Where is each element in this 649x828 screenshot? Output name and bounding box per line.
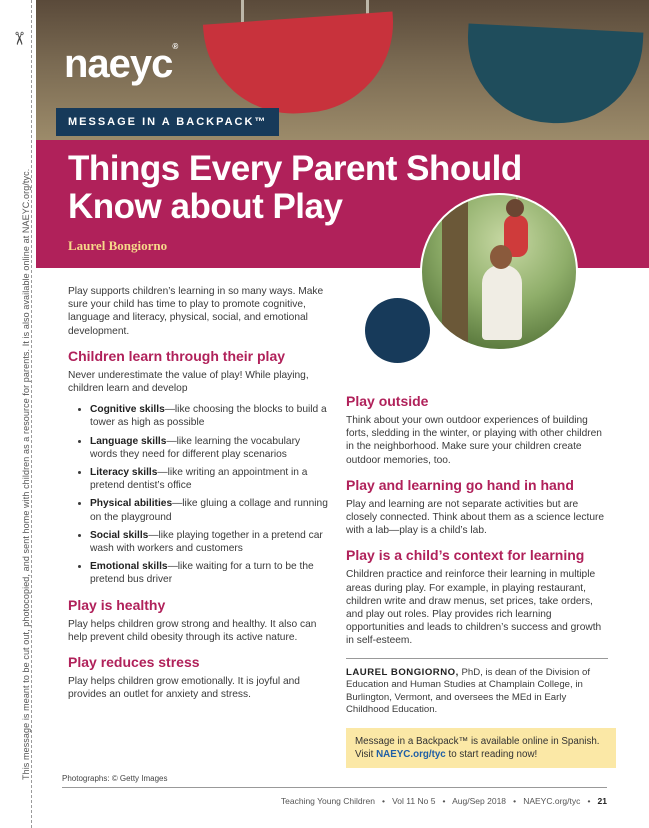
outside-text: Think about your own outdoor experiences of building forts, sledding in the winter, or playing with other children in the neighborhood. Make sure your children create outdoor memories, too. <box>346 415 602 466</box>
learn-text: Never underestimate the value of play! While playing, children learn and develop <box>68 369 309 395</box>
decorative-circle <box>365 298 430 363</box>
right-column <box>346 393 608 725</box>
list-item <box>90 497 330 523</box>
father-figure <box>482 265 522 340</box>
list-item-desc: —like choosing the blocks to build a tower as high as possible <box>90 404 327 429</box>
list-item-term: Emotional skills <box>90 561 168 573</box>
father-head <box>490 245 512 269</box>
teal-swing-seat <box>464 23 644 127</box>
context-text: Children practice and reinforce their learning in multiple areas during play. For example, in playing restaurant, children write and draw menus, set prices, take orders, and play out roles. Play provides rich learning opportunities and leads to children’s success and growth in self-esteem. <box>346 569 602 647</box>
footer-rule <box>62 787 607 788</box>
footer-url[interactable]: NAEYC.org/tyc <box>523 796 581 806</box>
list-item-desc: —like gluing a collage and running on the playground <box>90 498 328 523</box>
spanish-callout <box>346 728 616 768</box>
list-item-term: Literacy skills <box>90 467 158 479</box>
callout-post: to start reading now! <box>445 749 538 760</box>
hand-in-hand-text: Play and learning are not separate activities but are closely connected. Think about them as a science lecture with a lab—play is a child’s lab. <box>346 498 605 537</box>
divider <box>346 658 608 659</box>
author-byline: Laurel Bongiorno <box>68 238 168 253</box>
list-item-term: Social skills <box>90 529 149 541</box>
page-footer <box>62 796 607 806</box>
list-item-desc: —like writing an appointment in a pretend dentist’s office <box>90 467 308 492</box>
page-number: 21 <box>597 796 607 806</box>
left-column <box>68 285 330 709</box>
heading-context: Play is a child’s context for learning <box>346 547 585 564</box>
callout-pre: Message in a Backpack™ is available online in Spanish. Visit <box>355 736 600 760</box>
list-item-desc: —like waiting for a turn to be the pretend bus driver <box>90 561 314 586</box>
footer-separator: • <box>587 796 591 806</box>
list-item <box>90 435 330 461</box>
heading-hand-in-hand: Play and learning go hand in hand <box>346 476 574 493</box>
red-swing-seat <box>203 11 399 119</box>
list-item <box>90 466 330 492</box>
list-item-desc: —like playing together in a pretend car wash with workers and customers <box>90 529 323 555</box>
footer-separator: • <box>513 796 517 806</box>
naeyc-logo <box>64 42 177 87</box>
list-item <box>90 403 330 429</box>
author-bio <box>346 667 608 717</box>
list-item-desc: —like learning the vocabulary words they need for different play scenarios <box>90 435 301 460</box>
side-note: This message is meant to be cut out, photocopied, and sent home with children as a resource for parents. It is also available online at NAEYC.org/tyc. <box>21 168 31 780</box>
list-item-term: Physical abilities <box>90 498 173 510</box>
photo-credit: Photographs: © Getty Images <box>62 774 168 783</box>
footer-separator: • <box>382 796 386 806</box>
healthy-text: Play helps children grow strong and healthy. It also can help prevent child obesity through its active nature. <box>68 618 317 643</box>
heading-outside: Play outside <box>346 393 429 409</box>
footer-date: Aug/Sep 2018 <box>452 796 507 806</box>
scissors-icon: ✂ <box>9 30 30 47</box>
list-item-term: Language skills <box>90 435 167 447</box>
stress-text: Play helps children grow emotionally. It is joyful and provides an outlet for anxiety and stress. <box>68 676 300 701</box>
heading-learn: Children learn through their play <box>68 347 286 364</box>
page-title: Things Every Parent Should Know about Play <box>68 149 522 226</box>
list-item-term: Cognitive skills <box>90 404 165 416</box>
heading-healthy: Play is healthy <box>68 596 166 613</box>
footer-volume: Vol 11 No 5 <box>392 796 436 806</box>
list-item <box>90 529 330 555</box>
heading-stress: Play reduces stress <box>68 654 200 671</box>
intro-paragraph: Play supports children’s learning in so many ways. Make sure your child has time to play to promote cognitive, language and literacy, physical, social, and emotional development. <box>68 286 324 337</box>
list-item <box>90 560 330 586</box>
skills-list <box>68 403 330 586</box>
section-label: MESSAGE IN A BACKPACK™ <box>56 108 279 136</box>
father-child-photo <box>420 193 578 351</box>
logo-registered-mark: ® <box>172 42 178 51</box>
callout-link[interactable]: NAEYC.org/tyc <box>376 749 446 760</box>
bio-text: PhD, is dean of the Division of Education and Human Studies at Champlain College, in Burlington, Vermont, and oversees the MEd in Early Childhood Education. <box>346 666 590 716</box>
footer-separator: • <box>442 796 446 806</box>
cut-line <box>31 0 32 828</box>
tree-trunk <box>442 195 468 349</box>
child-head <box>506 199 524 217</box>
bio-name: LAUREL BONGIORNO, <box>346 666 459 678</box>
logo-text: naeyc <box>64 42 173 86</box>
footer-publication: Teaching Young Children <box>280 796 375 806</box>
